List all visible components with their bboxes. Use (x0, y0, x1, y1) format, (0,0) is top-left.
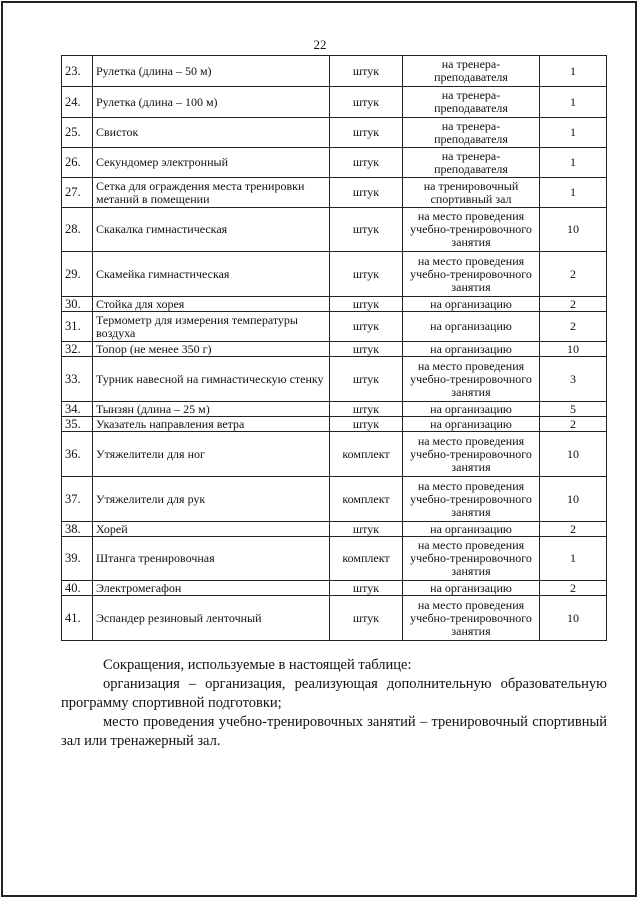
row-quantity: 10 (540, 432, 607, 477)
row-number: 28. (62, 208, 93, 252)
row-unit: штук (330, 208, 403, 252)
row-quantity: 3 (540, 357, 607, 402)
table-row (62, 208, 607, 252)
abbreviation-training-place: место проведения учебно-тренировочных занятий – тренировочный спортивный зал или тренажерный зал. (61, 714, 607, 749)
row-number: 34. (62, 402, 93, 417)
row-quantity: 1 (540, 87, 607, 118)
table-row (62, 522, 607, 537)
row-number: 26. (62, 148, 93, 178)
row-calculation-unit: на организацию (403, 402, 540, 417)
table-row (62, 178, 607, 208)
row-unit: штук (330, 252, 403, 297)
row-quantity: 1 (540, 118, 607, 148)
equipment-table (61, 55, 607, 641)
row-calculation-unit: на место проведения учебно-тренировочного занятия (403, 477, 540, 522)
row-calculation-unit: на организацию (403, 342, 540, 357)
row-calculation-unit: на организацию (403, 297, 540, 312)
row-number: 27. (62, 178, 93, 208)
abbreviation-organization: организация – организация, реализующая дополнительную образовательную программу спортивной подготовки; (61, 676, 607, 711)
row-quantity: 10 (540, 342, 607, 357)
row-number: 38. (62, 522, 93, 537)
row-unit: штук (330, 148, 403, 178)
page-number: 22 (313, 37, 327, 52)
table-row (62, 432, 607, 477)
table-row (62, 148, 607, 178)
row-number: 23. (62, 56, 93, 87)
row-calculation-unit: на организацию (403, 312, 540, 342)
row-equipment-name: Скакалка гимнастическая (93, 208, 330, 252)
table-row (62, 87, 607, 118)
row-quantity: 10 (540, 477, 607, 522)
row-number: 37. (62, 477, 93, 522)
table-row (62, 537, 607, 581)
row-equipment-name: Свисток (93, 118, 330, 148)
row-equipment-name: Штанга тренировочная (93, 537, 330, 581)
table-row (62, 297, 607, 312)
table-row (62, 417, 607, 432)
row-number: 39. (62, 537, 93, 581)
row-quantity: 1 (540, 148, 607, 178)
row-equipment-name: Рулетка (длина – 100 м) (93, 87, 330, 118)
row-calculation-unit: на место проведения учебно-тренировочного занятия (403, 252, 540, 297)
table-row (62, 118, 607, 148)
table-row (62, 477, 607, 522)
row-calculation-unit: на организацию (403, 581, 540, 596)
row-unit: штук (330, 312, 403, 342)
row-equipment-name: Секундомер электронный (93, 148, 330, 178)
row-number: 35. (62, 417, 93, 432)
row-quantity: 1 (540, 56, 607, 87)
row-number: 31. (62, 312, 93, 342)
row-quantity: 2 (540, 522, 607, 537)
row-calculation-unit: на тренировочный спортивный зал (403, 178, 540, 208)
row-calculation-unit: на организацию (403, 522, 540, 537)
row-unit: штук (330, 357, 403, 402)
row-calculation-unit: на тренера-преподавателя (403, 148, 540, 178)
row-unit: комплект (330, 477, 403, 522)
row-quantity: 2 (540, 252, 607, 297)
row-equipment-name: Скамейка гимнастическая (93, 252, 330, 297)
row-equipment-name: Электромегафон (93, 581, 330, 596)
row-unit: комплект (330, 432, 403, 477)
row-calculation-unit: на тренера-преподавателя (403, 87, 540, 118)
table-row (62, 402, 607, 417)
row-number: 25. (62, 118, 93, 148)
table-row (62, 342, 607, 357)
row-equipment-name: Термометр для измерения температуры воздуха (93, 312, 330, 342)
row-equipment-name: Сетка для ограждения места тренировки метаний в помещении (93, 178, 330, 208)
row-unit: штук (330, 581, 403, 596)
table-row (62, 312, 607, 342)
equipment-table-body (62, 56, 607, 641)
row-equipment-name: Тынзян (длина – 25 м) (93, 402, 330, 417)
row-unit: штук (330, 402, 403, 417)
row-number: 41. (62, 596, 93, 641)
row-quantity: 2 (540, 581, 607, 596)
row-equipment-name: Указатель направления ветра (93, 417, 330, 432)
row-quantity: 10 (540, 596, 607, 641)
row-unit: штук (330, 56, 403, 87)
row-number: 33. (62, 357, 93, 402)
row-equipment-name: Хорей (93, 522, 330, 537)
row-equipment-name: Эспандер резиновый ленточный (93, 596, 330, 641)
row-unit: комплект (330, 537, 403, 581)
row-quantity: 2 (540, 417, 607, 432)
row-unit: штук (330, 522, 403, 537)
table-row (62, 56, 607, 87)
row-calculation-unit: на место проведения учебно-тренировочного занятия (403, 596, 540, 641)
row-calculation-unit: на место проведения учебно-тренировочного занятия (403, 357, 540, 402)
row-number: 40. (62, 581, 93, 596)
abbreviations-notes (61, 656, 607, 751)
row-equipment-name: Рулетка (длина – 50 м) (93, 56, 330, 87)
row-calculation-unit: на место проведения учебно-тренировочного занятия (403, 208, 540, 252)
row-quantity: 1 (540, 537, 607, 581)
row-equipment-name: Топор (не менее 350 г) (93, 342, 330, 357)
row-unit: штук (330, 297, 403, 312)
row-quantity: 2 (540, 297, 607, 312)
row-number: 36. (62, 432, 93, 477)
row-number: 30. (62, 297, 93, 312)
row-number: 24. (62, 87, 93, 118)
row-calculation-unit: на тренера-преподавателя (403, 56, 540, 87)
row-unit: штук (330, 87, 403, 118)
table-row (62, 596, 607, 641)
abbreviations-heading: Сокращения, используемые в настоящей таблице: (103, 657, 412, 673)
table-row (62, 357, 607, 402)
row-equipment-name: Утяжелители для рук (93, 477, 330, 522)
row-calculation-unit: на место проведения учебно-тренировочного занятия (403, 432, 540, 477)
row-unit: штук (330, 178, 403, 208)
row-calculation-unit: на организацию (403, 417, 540, 432)
row-equipment-name: Турник навесной на гимнастическую стенку (93, 357, 330, 402)
row-calculation-unit: на тренера-преподавателя (403, 118, 540, 148)
table-row (62, 252, 607, 297)
row-quantity: 5 (540, 402, 607, 417)
row-unit: штук (330, 342, 403, 357)
row-calculation-unit: на место проведения учебно-тренировочного занятия (403, 537, 540, 581)
row-number: 32. (62, 342, 93, 357)
row-quantity: 10 (540, 208, 607, 252)
row-unit: штук (330, 118, 403, 148)
row-number: 29. (62, 252, 93, 297)
row-quantity: 2 (540, 312, 607, 342)
row-unit: штук (330, 596, 403, 641)
row-equipment-name: Стойка для хорея (93, 297, 330, 312)
row-equipment-name: Утяжелители для ног (93, 432, 330, 477)
row-quantity: 1 (540, 178, 607, 208)
table-row (62, 581, 607, 596)
row-unit: штук (330, 417, 403, 432)
